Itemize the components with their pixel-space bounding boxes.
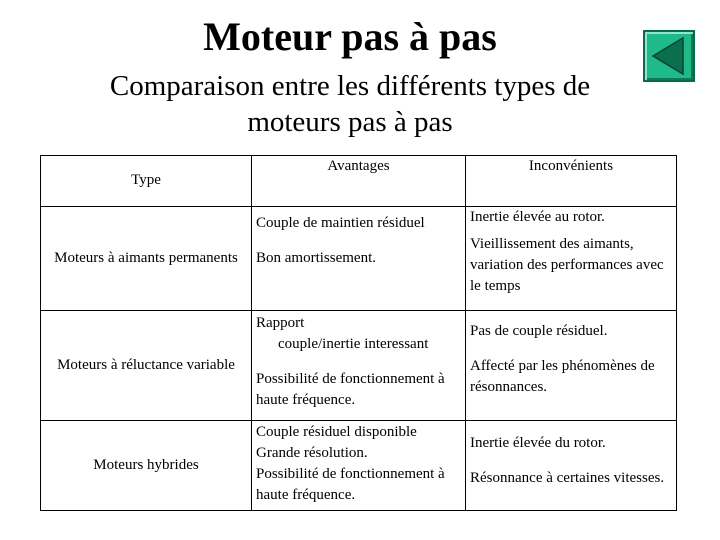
row-disadvantages	[466, 421, 677, 511]
row-disadvantages	[466, 207, 677, 311]
row-advantages	[252, 311, 466, 421]
row-advantages	[252, 207, 466, 311]
row-type: Moteurs hybrides	[41, 421, 252, 511]
advantage-item: Couple de maintien résiduel	[256, 215, 425, 231]
header-advantages: Avantages	[252, 156, 466, 207]
advantage-item: Grande résolution.	[256, 445, 368, 461]
disadvantage-item: Pas de couple résiduel.	[470, 323, 608, 339]
table-row	[41, 207, 677, 311]
disadvantage-item: Affecté par les phénomènes de résonnances.	[470, 358, 655, 395]
advantage-item: couple/inertie interessant	[278, 336, 429, 352]
table-header-row	[41, 156, 677, 207]
back-button[interactable]	[643, 30, 695, 82]
back-triangle-icon	[645, 32, 693, 80]
header-disadvantages: Inconvénients	[466, 156, 677, 207]
table-row	[41, 421, 677, 511]
advantage-item: Couple résiduel disponible	[256, 424, 417, 440]
table-row	[41, 311, 677, 421]
header-type: Type	[41, 156, 252, 207]
row-type: Moteurs à aimants permanents	[41, 207, 252, 311]
disadvantage-item: Vieillissement des aimants, variation des performances avec le temps	[470, 236, 664, 294]
advantage-item: Rapport	[256, 315, 305, 331]
disadvantage-item: Résonnance à certaines vitesses.	[470, 470, 665, 486]
slide-title: Moteur pas à pas	[203, 14, 497, 59]
advantage-item: Bon amortissement.	[256, 250, 376, 266]
disadvantage-item: Inertie élevée du rotor.	[470, 435, 606, 451]
comparison-table	[40, 155, 677, 511]
row-disadvantages	[466, 311, 677, 421]
slide-subtitle: Comparaison entre les différents types de moteurs pas à pas	[109, 70, 591, 138]
advantage-item: Possibilité de fonctionnement à haute fréquence.	[256, 371, 445, 408]
row-advantages	[252, 421, 466, 511]
disadvantage-item: Inertie élevée au rotor.	[470, 209, 605, 225]
advantage-item: Possibilité de fonctionnement à haute fréquence.	[256, 466, 445, 503]
row-type: Moteurs à réluctance variable	[41, 311, 252, 421]
